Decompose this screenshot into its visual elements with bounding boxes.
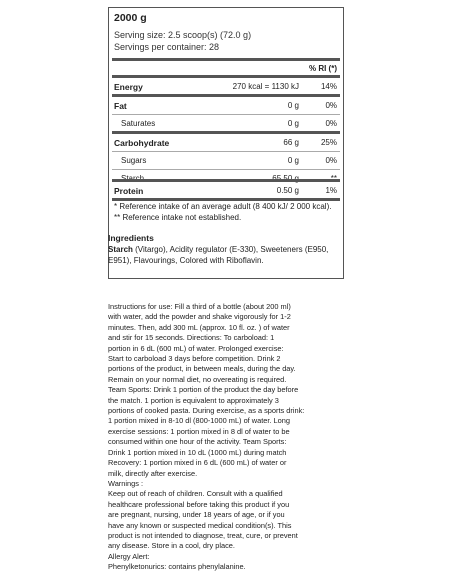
serving-size: Serving size: 2.5 scoop(s) (72.0 g) xyxy=(114,30,252,40)
ingredients-heading: Ingredients xyxy=(108,233,154,243)
nutrient-ri: 0% xyxy=(325,156,337,165)
nutrient-ri: 0% xyxy=(325,101,337,110)
ingredients-section xyxy=(108,233,344,266)
nutrient-name: Fat xyxy=(114,101,127,111)
nutrient-ri: 1% xyxy=(325,186,337,195)
nutrient-amount: 0 g xyxy=(287,119,299,128)
divider-thick xyxy=(112,198,340,201)
footnotes xyxy=(114,202,336,223)
nutrient-row-carbohydrate xyxy=(109,134,343,152)
footnote-reference-intake: * Reference intake of an average adult (8 400 kJ/ 2 000 kcal). xyxy=(114,202,332,211)
package-size: 2000 g xyxy=(114,12,147,24)
nutrient-name: Energy xyxy=(114,82,143,92)
nutrient-row-sugars xyxy=(109,152,343,170)
nutrient-name: Saturates xyxy=(121,119,156,128)
nutrient-amount: 0 g xyxy=(287,156,299,165)
nutrient-ri: 25% xyxy=(320,138,337,147)
ingredients-lead: Starch xyxy=(108,245,133,254)
nutrient-amount: 270 kcal = 1130 kJ xyxy=(232,82,299,91)
nutrient-name: Carbohydrate xyxy=(114,138,170,148)
ingredients-list xyxy=(108,244,344,266)
ri-column-header: % RI (*) xyxy=(309,64,337,73)
nutrient-amount: 66 g xyxy=(283,138,299,147)
servings-per-container: Servings per container: 28 xyxy=(114,42,220,52)
footnote-not-established: ** Reference intake not established. xyxy=(114,212,242,222)
nutrient-amount: 0 g xyxy=(287,101,299,110)
nutrient-row-fat xyxy=(109,97,343,115)
nutrient-ri: 14% xyxy=(320,82,337,91)
ingredients-text: (Vitargo), Acidity regulator (E-330), Sweeteners (E950, E951), Flavourings, Colored with Riboflavin. xyxy=(108,245,329,265)
nutrient-ri: 0% xyxy=(325,119,337,128)
nutrient-name: Sugars xyxy=(121,156,147,165)
nutrient-name: Protein xyxy=(114,186,144,196)
nutrient-amount: 0.50 g xyxy=(276,186,299,195)
instructions-text: Instructions for use: Fill a third of a bottle (about 200 ml) with water, add the powder and shake vigorously for 1-2 minutes. Then, add 300 mL (approx. 10 fl. oz. ) of water and stir for 15 seconds. Directions: To carboload: 1 portion in 6 dL (600 mL) of water. Prolonged exercise: Start to carboload 3 days before competition. Drink 2 portions of the product, in between meals, during the day. Remain on your normal diet, no overeating is required. Team Sports: Drink 1 portion of the product the day before the match. 1 portion is equivalent to approximately 3 portions of cooked pasta. During exercise, as a sports drink: 1 portion mixed in 8-10 dl (800-1000 mL) of water. Long exercise sessions: 1 portion mixed in 8 dl of water to be consumed within one hour of the activity. Team Sports: Drink 1 portion mixed in 10 dL (1000 mL) during match Recovery: 1 portion mixed in 6 dL (600 mL) of water or milk, directly after exercise. Warnings : Keep out of reach of children. Consult with a qualified healthcare professional before taking this product if you are pregnant, nursing, under 18 years of age, or if you have any known or suspected medical condition(s). This product is not intended to diagnose, treat, cure, or prevent any disease. Store in a cool, dry place. Allergy Alert: Phenylketonurics: contains phenylalanine. xyxy=(108,302,305,572)
divider-thick xyxy=(112,58,340,61)
